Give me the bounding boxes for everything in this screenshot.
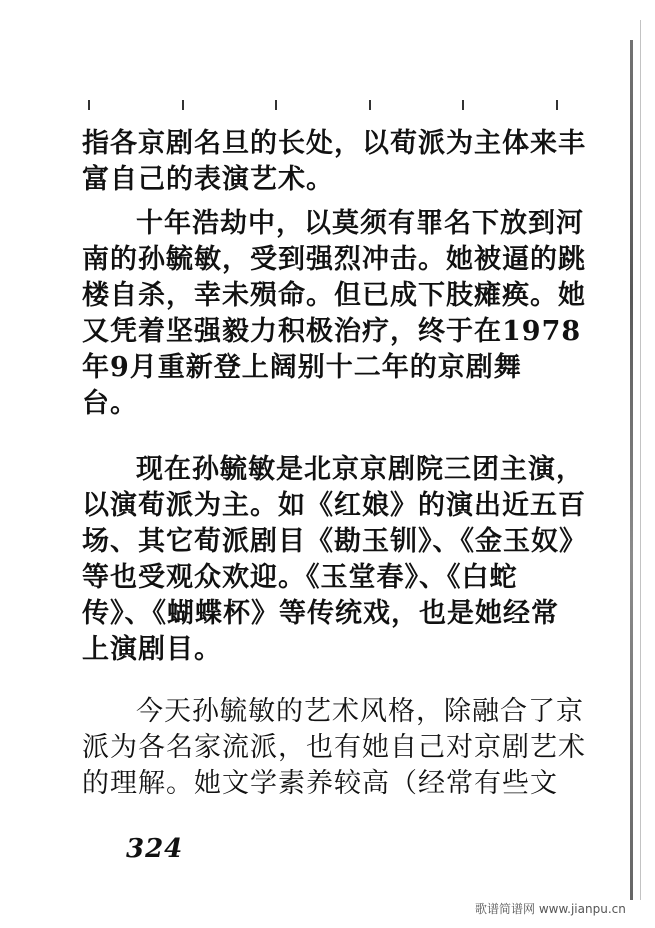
text-line: 的理解。她文学素养较高（经常有些文 [82, 768, 558, 799]
tick-mark [369, 100, 371, 110]
text-line: 台。 [82, 388, 138, 419]
text-line: 今天孙毓敏的艺术风格，除融合了京 [136, 696, 584, 727]
text-line: 传》、《蝴蝶杯》等传统戏，也是她经常 [82, 598, 559, 629]
tick-mark [556, 100, 558, 110]
text-line: 场、其它荀派剧目《勘玉钏》、《金玉奴》 [82, 526, 587, 557]
page-number: 324 [126, 834, 184, 864]
tick-mark [88, 100, 90, 110]
text-line: 富自己的表演艺术。 [82, 164, 334, 195]
binding-edge-line [630, 40, 633, 900]
text-line: 指各京剧名旦的长处，以荀派为主体来丰 [82, 128, 586, 159]
text-line: 南的孙毓敏，受到强烈冲击。她被逼的跳 [82, 244, 586, 275]
text-line: 现在孙毓敏是北京京剧院三团主演， [136, 454, 584, 485]
watermark-text: 歌谱简谱网 www.jianpu.cn [475, 902, 626, 916]
paragraph-3 [82, 452, 587, 668]
page-edge-line [640, 20, 641, 900]
tick-mark [275, 100, 277, 110]
text-line: 等也受观众欢迎。《玉堂春》、《白蛇 [82, 562, 518, 593]
text-line: 楼自杀，幸未殒命。但已成下肢瘫痪。她 [82, 280, 586, 311]
text-line: 派为各名家流派，也有她自己对京剧艺术 [82, 732, 586, 763]
top-tick-marks [88, 100, 558, 114]
paragraph-4 [82, 694, 586, 802]
text-line: 上演剧目。 [82, 634, 222, 665]
text-line: 以演荀派为主。如《红娘》的演出近五百 [82, 490, 586, 521]
tick-mark [462, 100, 464, 110]
tick-mark [182, 100, 184, 110]
text-line: 十年浩劫中，以莫须有罪名下放到河 [136, 208, 584, 239]
text-line: 年9月重新登上阔别十二年的京剧舞 [82, 352, 522, 383]
paragraph-1 [82, 126, 586, 198]
text-line: 又凭着坚强毅力积极治疗，终于在1978 [82, 316, 582, 347]
paragraph-2 [82, 206, 586, 422]
